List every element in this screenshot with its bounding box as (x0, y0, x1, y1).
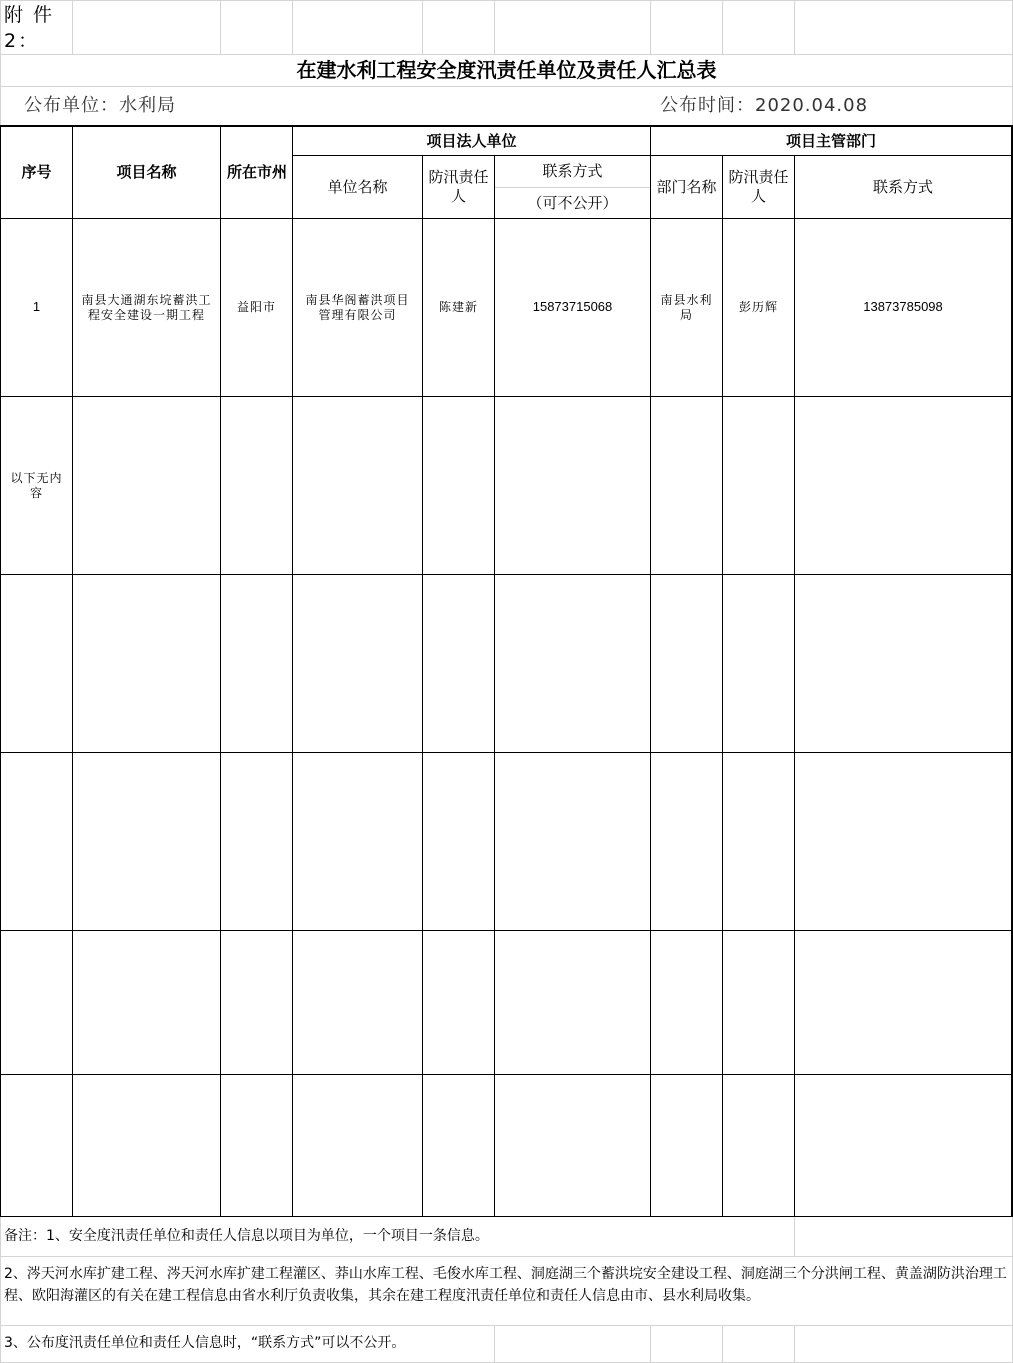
row-dept-flood-person: 彭历辉 (738, 300, 778, 314)
header-not-public: （可不公开） (527, 193, 618, 212)
header-supervisor: 项目主管部门 (785, 131, 876, 150)
row-contact: 15873715068 (532, 299, 613, 315)
header-contact: 联系方式 (542, 162, 603, 181)
publisher: 公布单位：水利局 (24, 94, 176, 116)
row-project-name: 南县大通湖东垸蓄洪工程安全建设一期工程 (81, 292, 212, 322)
header-dept-flood-person: 防汛责任人 (728, 168, 789, 205)
row-unit-name: 南县华阁蓄洪项目管理有限公司 (305, 292, 410, 322)
attachment-label: 附 件 2： (4, 4, 55, 52)
header-project-name: 项目名称 (116, 163, 177, 182)
row-dept-contact: 13873785098 (863, 299, 943, 315)
header-flood-person: 防汛责任人 (428, 168, 489, 205)
row-dept-name: 南县水利局 (660, 292, 713, 322)
header-legal-unit: 项目法人单位 (426, 131, 517, 150)
note-2: 2、涔天河水库扩建工程、涔天河水库扩建工程灌区、莽山水库工程、毛俊水库工程、洞庭湖三个蓄洪垸安全建设工程、洞庭湖三个分洪闸工程、黄盖湖防洪治理工程、欧阳海灌区的有关在建工程信息由省水利厅负责收集，其余在建工程度汛责任单位和责任人信息由市、县水利局收集。 (4, 1266, 1007, 1304)
header-dept-name: 部门名称 (656, 177, 717, 196)
row-city: 益阳市 (236, 300, 276, 314)
publish-time: 公布时间：2020.04.08 (660, 94, 869, 116)
row-flood-person: 陈建新 (438, 300, 478, 314)
no-more-content: 以下无内容 (10, 470, 63, 500)
row-seq: 1 (32, 299, 41, 315)
header-seq: 序号 (21, 163, 52, 182)
header-city: 所在市州 (226, 163, 287, 182)
page-title: 在建水利工程安全度汛责任单位及责任人汇总表 (296, 58, 717, 82)
note-3: 3、公布度汛责任单位和责任人信息时，“联系方式”可以不公开。 (4, 1335, 406, 1352)
note-1: 备注：1、安全度汛责任单位和责任人信息以项目为单位，一个项目一条信息。 (4, 1227, 489, 1244)
header-dept-contact: 联系方式 (872, 177, 933, 196)
header-unit-name: 单位名称 (327, 177, 388, 196)
